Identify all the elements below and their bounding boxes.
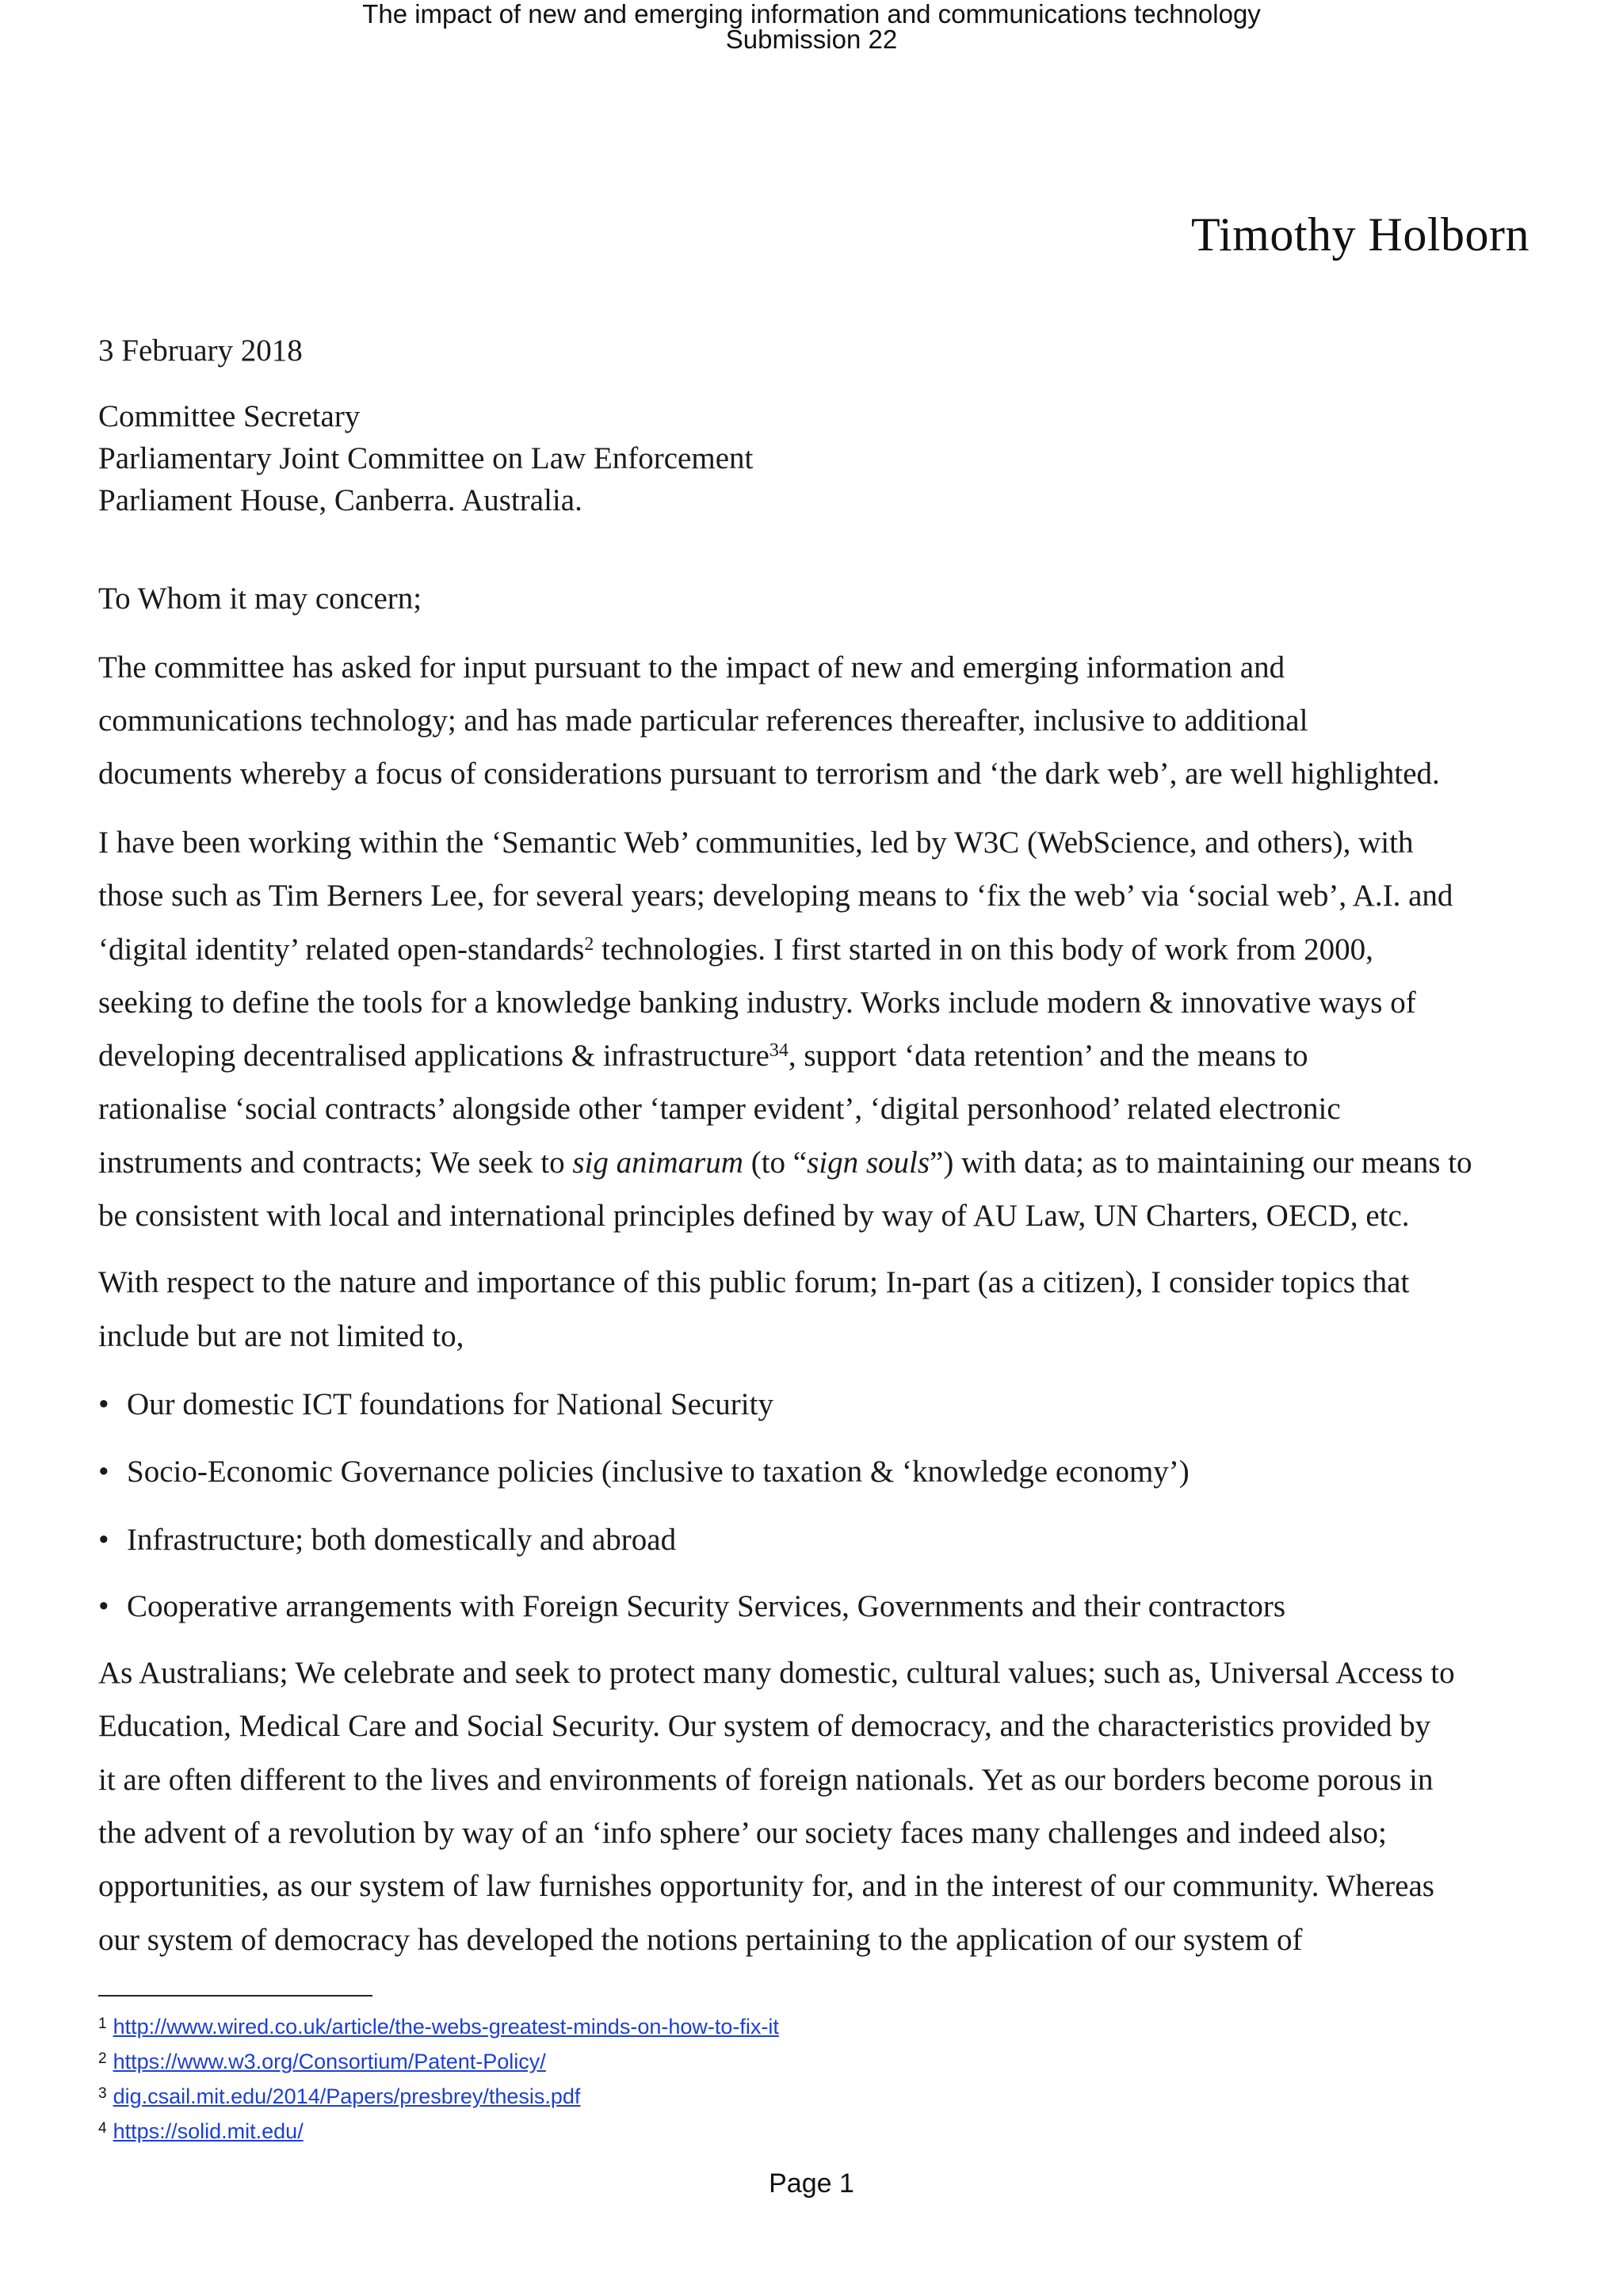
paragraph-line: communications technology; and has made particular references thereafter, inclusive to additional (98, 704, 1308, 738)
address-line: Committee Secretary (98, 399, 361, 433)
running-header-title: The impact of new and emerging information and communications technology (362, 0, 1261, 29)
list-item-text: Infrastructure; both domestically and abroad (127, 1523, 677, 1557)
paragraph-line: With respect to the nature and importance of this public forum; In-part (as a citizen), I consider topics that (98, 1265, 1410, 1299)
text-run: developing decentralised applications & infrastructure (98, 1039, 769, 1073)
footnote-item (98, 2082, 580, 2108)
list-item-text: Cooperative arrangements with Foreign Security Services, Governments and their contractors (127, 1589, 1286, 1623)
paragraph-line: those such as Tim Berners Lee, for several years; developing means to ‘fix the web’ via ‘social web’, A.I. and (98, 879, 1453, 913)
address-line: Parliament House, Canberra. Australia. (98, 483, 582, 517)
paragraph-line: I have been working within the ‘Semantic Web’ communities, led by W3C (WebScience, and others), with (98, 826, 1414, 860)
paragraph-line (98, 1039, 1308, 1074)
list-item (98, 1455, 1190, 1489)
page-number: Page 1 (769, 2168, 854, 2199)
text-run: ”) with data; as to maintaining our means to (930, 1146, 1472, 1180)
text-run: technologies. I first started in on this body of work from 2000, (594, 933, 1373, 967)
footnote-ref: 34 (769, 1040, 789, 1061)
paragraph-line: seeking to define the tools for a knowledge banking industry. Works include modern & innovative ways of (98, 986, 1416, 1020)
bullet-icon: • (98, 1589, 109, 1623)
letter-date: 3 February 2018 (98, 334, 303, 368)
paragraph-line: The committee has asked for input pursuant to the impact of new and emerging information and (98, 650, 1285, 685)
list-item (98, 1589, 1285, 1624)
footnote-number: 1 (98, 2016, 107, 2032)
text-run: (to “ (743, 1146, 808, 1180)
paragraph-line: it are often different to the lives and environments of foreign nationals. Yet as our borders become porous in (98, 1763, 1434, 1797)
paragraph-line: include but are not limited to, (98, 1319, 464, 1353)
paragraph-line: Education, Medical Care and Social Security. Our system of democracy, and the characteristics provided by (98, 1709, 1431, 1743)
list-item (98, 1523, 676, 1558)
footnote-link[interactable]: https://www.w3.org/Consortium/Patent-Policy/ (113, 2050, 546, 2073)
list-item (98, 1387, 773, 1422)
italic-phrase: sign souls (807, 1146, 930, 1180)
bullet-icon: • (98, 1387, 109, 1421)
paragraph-line (98, 933, 1373, 967)
footnote-number: 2 (98, 2050, 107, 2067)
paragraph-line: rationalise ‘social contracts’ alongside other ‘tamper evident’, ‘digital personhood’ related electronic (98, 1092, 1341, 1126)
text-run: ‘digital identity’ related open-standards (98, 933, 585, 967)
latin-phrase: sig animarum (572, 1146, 743, 1180)
text-run: , support ‘data retention’ and the means to (788, 1039, 1308, 1073)
paragraph-line: be consistent with local and international principles defined by way of AU Law, UN Charters, OECD, etc. (98, 1199, 1410, 1233)
footnote-ref: 2 (584, 934, 594, 955)
footnote-number: 4 (98, 2120, 107, 2137)
footnote-link[interactable]: dig.csail.mit.edu/2014/Papers/presbrey/thesis.pdf (113, 2084, 581, 2108)
footnote-item (98, 2047, 546, 2073)
bullet-icon: • (98, 1523, 109, 1557)
paragraph-line: our system of democracy has developed the notions pertaining to the application of our system of (98, 1923, 1303, 1957)
footnote-item (98, 2117, 304, 2143)
text-run: instruments and contracts; We seek to (98, 1146, 573, 1180)
running-header-submission: Submission 22 (725, 25, 898, 54)
paragraph-line: documents whereby a focus of considerations pursuant to terrorism and ‘the dark web’, are well highlighted. (98, 757, 1440, 791)
paragraph-line: As Australians; We celebrate and seek to protect many domestic, cultural values; such as, Universal Access to (98, 1656, 1455, 1690)
footnote-item (98, 2012, 779, 2039)
bullet-icon: • (98, 1455, 109, 1489)
author-name: Timothy Holborn (1190, 208, 1529, 261)
list-item-text: Socio-Economic Governance policies (inclusive to taxation & ‘knowledge economy’) (127, 1455, 1190, 1489)
list-item-text: Our domestic ICT foundations for National Security (127, 1387, 773, 1421)
salutation: To Whom it may concern; (98, 582, 422, 616)
footnote-link[interactable]: http://www.wired.co.uk/article/the-webs-greatest-minds-on-how-to-fix-it (113, 2015, 779, 2039)
paragraph-line (98, 1146, 1472, 1180)
footnote-number: 3 (98, 2085, 107, 2102)
address-line: Parliamentary Joint Committee on Law Enforcement (98, 441, 754, 475)
paragraph-line: opportunities, as our system of law furnishes opportunity for, and in the interest of our community. Whereas (98, 1869, 1434, 1903)
footnote-divider (98, 1995, 372, 1997)
paragraph-line: the advent of a revolution by way of an ‘info sphere’ our society faces many challenges and indeed also; (98, 1816, 1387, 1850)
footnote-link[interactable]: https://solid.mit.edu/ (113, 2119, 304, 2143)
